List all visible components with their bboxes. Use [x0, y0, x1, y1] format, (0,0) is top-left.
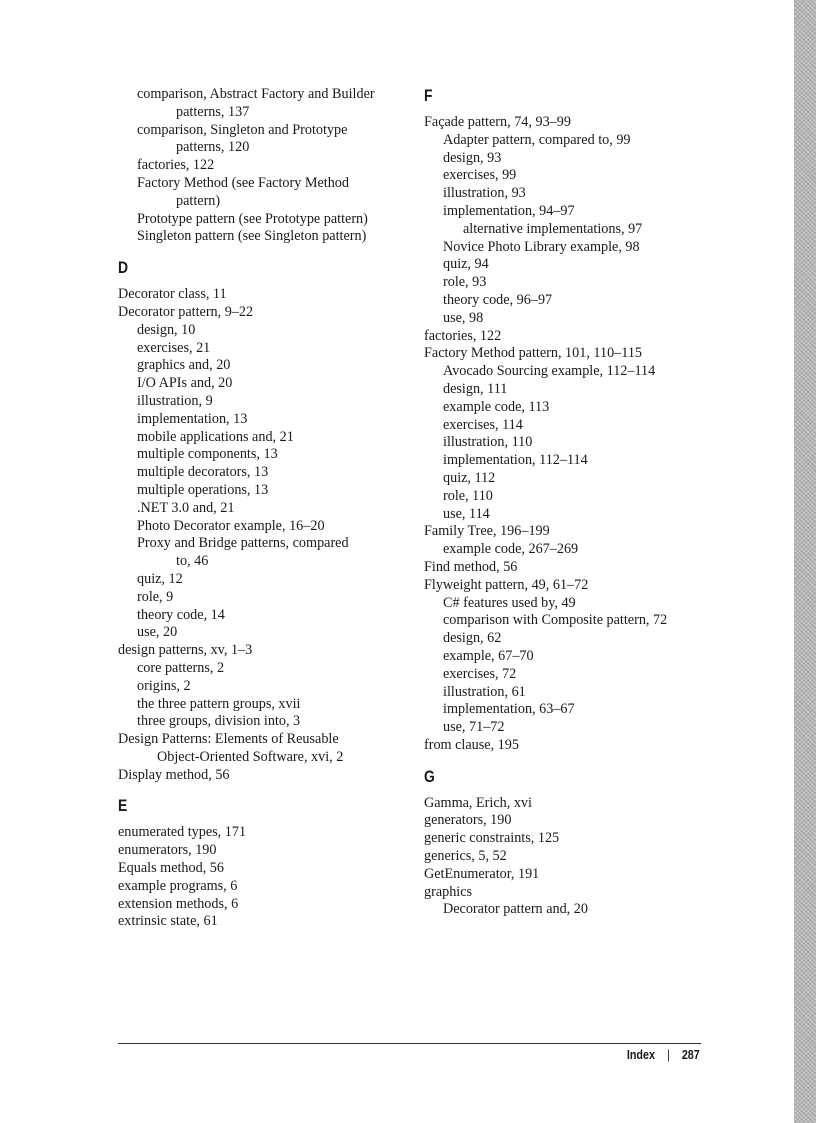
page-number: 287	[682, 1048, 700, 1062]
heading-gap	[118, 278, 408, 286]
index-subentry: implementation, 94–97	[443, 202, 575, 219]
index-subentry: origins, 2	[137, 677, 191, 694]
index-subentry: patterns, 120	[176, 139, 250, 156]
index-subentry: use, 71–72	[443, 719, 505, 736]
index-entry: Find method, 56	[424, 558, 518, 575]
section-gap	[118, 784, 408, 796]
index-entry: GetEnumerator, 191	[424, 865, 540, 882]
index-subentry: comparison, Abstract Factory and Builder	[137, 86, 375, 102]
index-subentry: example code, 267–269	[443, 541, 579, 558]
index-entry: Decorator pattern, 9–22	[118, 303, 254, 320]
index-subentry: example code, 113	[443, 398, 550, 415]
index-subentry: pattern)	[176, 192, 221, 209]
index-entry: Design Patterns: Elements of Reusable	[118, 731, 339, 748]
index-subentry: quiz, 112	[443, 469, 496, 486]
index-subentry: comparison, Singleton and Prototype	[137, 121, 348, 138]
index-subentry: Prototype pattern (see Prototype pattern)	[137, 210, 368, 227]
index-subentry: exercises, 99	[443, 167, 517, 184]
index-entry: graphics	[424, 883, 473, 900]
index-letter-heading: D	[118, 258, 129, 278]
index-subentry: design, 111	[443, 380, 508, 397]
index-subentry: implementation, 112–114	[443, 452, 588, 469]
index-subentry: patterns, 137	[176, 103, 250, 120]
index-subentry: Object-Oriented Software, xvi, 2	[157, 748, 344, 765]
index-subentry: exercises, 21	[137, 339, 211, 356]
index-subentry: to, 46	[176, 553, 209, 570]
index-subentry: theory code, 96–97	[443, 291, 553, 308]
index-subentry: alternative implementations, 97	[463, 220, 643, 237]
index-subentry: multiple decorators, 13	[137, 464, 269, 481]
index-entry: Flyweight pattern, 49, 61–72	[424, 576, 589, 593]
index-subentry: use, 114	[443, 505, 490, 522]
index-subentry: illustration, 110	[443, 434, 533, 451]
index-subentry: exercises, 72	[443, 665, 517, 682]
index-subentry: use, 98	[443, 309, 484, 326]
section-gap	[118, 246, 408, 258]
section-gap	[424, 755, 724, 767]
index-column-left	[118, 86, 408, 931]
heading-gap	[424, 106, 724, 114]
index-entry: Display method, 56	[118, 766, 230, 783]
index-entry: enumerators, 190	[118, 842, 217, 859]
index-entry: generators, 190	[424, 812, 512, 829]
index-entry: extension methods, 6	[118, 895, 239, 912]
index-entry: Decorator class, 11	[118, 286, 227, 303]
index-entry: Equals method, 56	[118, 860, 224, 877]
index-subentry: three groups, division into, 3	[137, 713, 301, 730]
index-subentry: factories, 122	[137, 157, 215, 174]
index-subentry: implementation, 63–67	[443, 701, 575, 718]
index-subentry: role, 93	[443, 274, 487, 291]
index-subentry: core patterns, 2	[137, 659, 225, 676]
index-subentry: Factory Method (see Factory Method	[137, 174, 349, 191]
heading-gap	[118, 816, 408, 824]
index-subentry: illustration, 61	[443, 683, 526, 700]
index-entry: extrinsic state, 61	[118, 913, 218, 930]
page-footer	[627, 1048, 700, 1062]
index-subentry: graphics and, 20	[137, 357, 231, 374]
footer-section-label: Index	[627, 1048, 656, 1062]
index-letter-heading: E	[118, 796, 128, 816]
index-subentry: I/O APIs and, 20	[137, 375, 233, 392]
index-entry: example programs, 6	[118, 877, 238, 894]
index-letter-heading: F	[424, 86, 433, 105]
index-entry: Gamma, Erich, xvi	[424, 794, 532, 811]
index-subentry: example, 67–70	[443, 647, 534, 664]
index-subentry: role, 110	[443, 487, 493, 504]
index-subentry: quiz, 12	[137, 570, 183, 587]
index-subentry: multiple operations, 13	[137, 481, 269, 498]
index-subentry: illustration, 93	[443, 185, 526, 202]
index-subentry: mobile applications and, 21	[137, 428, 294, 445]
index-entry: Factory Method pattern, 101, 110–115	[424, 345, 643, 362]
index-subentry: use, 20	[137, 624, 178, 641]
index-subentry: Proxy and Bridge patterns, compared	[137, 535, 349, 552]
index-entry: Façade pattern, 74, 93–99	[424, 114, 571, 130]
index-subentry: design, 10	[137, 321, 196, 338]
index-subentry: design, 62	[443, 630, 502, 647]
index-subentry: Photo Decorator example, 16–20	[137, 517, 325, 534]
index-subentry: multiple components, 13	[137, 446, 278, 463]
heading-gap	[424, 787, 724, 795]
index-subentry: role, 9	[137, 588, 174, 605]
index-subentry: illustration, 9	[137, 392, 213, 409]
index-subentry: exercises, 114	[443, 416, 523, 433]
index-entry: from clause, 195	[424, 736, 519, 753]
index-subentry: the three pattern groups, xvii	[137, 695, 301, 712]
index-subentry: Adapter pattern, compared to, 99	[443, 131, 631, 148]
footer-separator: |	[667, 1048, 671, 1062]
index-subentry: implementation, 13	[137, 410, 248, 427]
index-subentry: Avocado Sourcing example, 112–114	[443, 363, 656, 380]
index-subentry: comparison with Composite pattern, 72	[443, 612, 668, 629]
index-subentry: design, 93	[443, 149, 502, 166]
index-subentry: Novice Photo Library example, 98	[443, 238, 640, 255]
index-subentry: .NET 3.0 and, 21	[137, 499, 235, 516]
index-letter-heading: G	[424, 766, 435, 786]
index-entry: generics, 5, 52	[424, 848, 507, 865]
index-entry: design patterns, xv, 1–3	[118, 642, 253, 659]
index-entry: Family Tree, 196–199	[424, 523, 550, 540]
index-subentry: theory code, 14	[137, 606, 225, 623]
index-entry: generic constraints, 125	[424, 830, 560, 847]
index-subentry: C# features used by, 49	[443, 594, 576, 611]
index-column-right	[424, 86, 724, 919]
index-subentry: quiz, 94	[443, 256, 489, 273]
index-subentry: Decorator pattern and, 20	[443, 901, 588, 918]
index-entry: enumerated types, 171	[118, 824, 247, 841]
index-subentry: Singleton pattern (see Singleton pattern)	[137, 228, 367, 245]
index-entry: factories, 122	[424, 327, 502, 344]
page-edge-strip	[794, 0, 816, 1123]
footer-rule	[118, 1043, 701, 1044]
